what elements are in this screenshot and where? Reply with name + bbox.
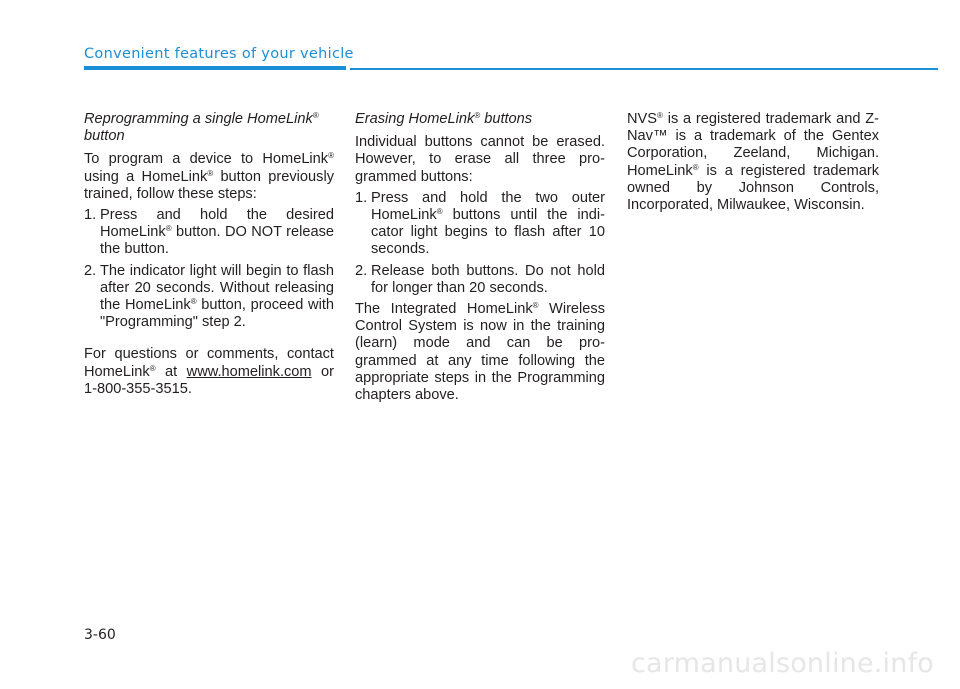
page-number: 3-60 — [84, 627, 116, 643]
homelink-website-link[interactable]: www.homelink.com — [186, 363, 312, 380]
paragraph-contact: For questions or comments, contact HomeLink® at www.homelink.com or 1-800-355-3515. — [84, 346, 334, 397]
header-rule-thick — [84, 66, 346, 70]
steps-list-erasing — [355, 190, 605, 297]
column-left — [84, 111, 334, 398]
list-item: 1. Press and hold the desired HomeLink® button. DO NOT release the button. — [84, 207, 334, 258]
list-item: 1. Press and hold the two outer HomeLink® buttons until the indi-cator light begins to flash after 10 seconds. — [355, 189, 605, 258]
header-rule-thin — [350, 68, 938, 70]
column-middle — [355, 111, 605, 404]
watermark-text: carmanualsonline.info — [631, 648, 934, 679]
paragraph-erase-intro: Individual buttons cannot be erased. However, to erase all three pro-grammed buttons: — [355, 134, 605, 185]
paragraph-program-intro: To program a device to HomeLink® using a HomeLink® button previously trained, follow these steps: — [84, 151, 334, 202]
steps-list-reprogramming — [84, 207, 334, 331]
paragraph-trademarks: NVS® is a registered trademark and Z-Nav™ is a trademark of the Gentex Corporation, Zeeland, Michigan. HomeLink® is a registered trademark owned by Johnson Controls, Incorporated, Milwaukee, Wisconsin. — [627, 111, 879, 214]
paragraph-training-mode: The Integrated HomeLink® Wireless Control System is now in the training (learn) mode and can be pro-grammed at any time following the appropriate steps in the Programming chapters above. — [355, 301, 605, 404]
section-header-title: Convenient features of your vehicle — [84, 46, 354, 62]
subheading-reprogramming: Reprogramming a single HomeLink® button — [84, 111, 319, 145]
subheading-erasing: Erasing HomeLink® buttons — [355, 111, 533, 127]
column-right — [627, 111, 879, 214]
list-item: 2. The indicator light will begin to flash after 20 seconds. Without releasing the HomeLink® button, proceed with "Programming" step 2. — [84, 262, 334, 331]
list-item: 2. Release both buttons. Do not hold for longer than 20 seconds. — [355, 262, 605, 296]
